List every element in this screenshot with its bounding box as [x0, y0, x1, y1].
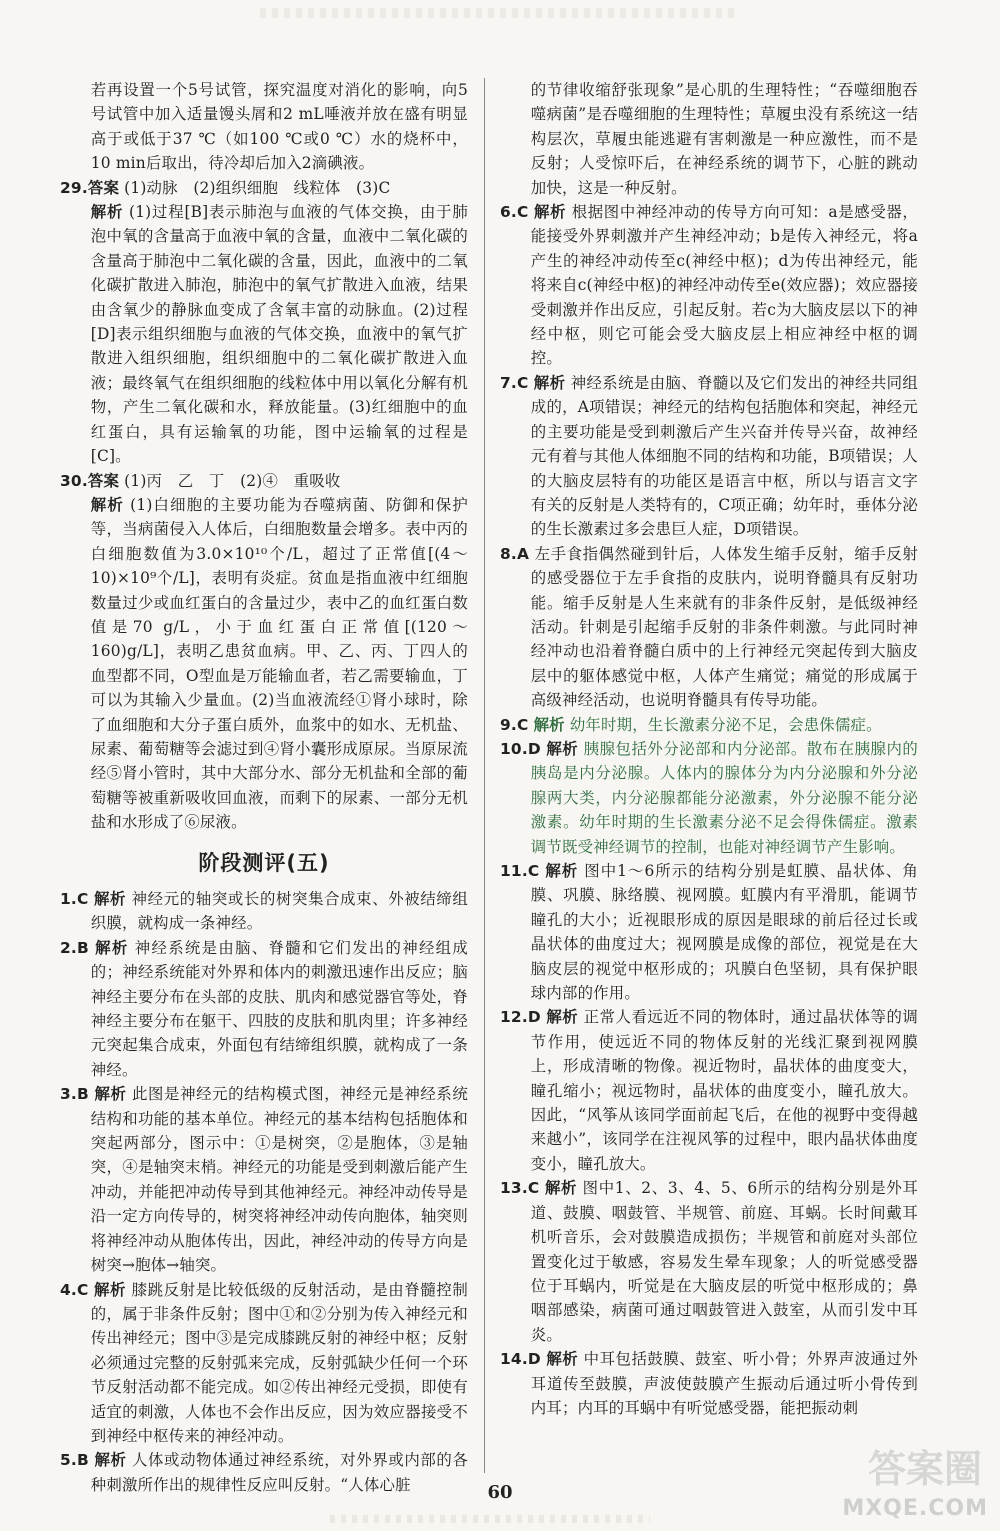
item-number: 1.	[60, 890, 77, 908]
column-divider	[484, 78, 485, 1473]
q29-analysis-text: (1)过程[B]表示肺泡与血液的气体交换，由于肺泡中氧的含量高于血液中氧的含量，血液中二氧化碳的含量高于肺泡中二氧化碳的含量，因此，血液中的二氧化碳扩散进入肺泡，肺泡中的氧气扩散进入血液，结果由含氧少的静脉血变成了含氧丰富的动脉血。(2)过程[D]表示组织细胞与血液的气体交换，血液中的氧气扩散进入组织细胞，组织细胞中的二氧化碳扩散进入血液；最终氧气在组织细胞的线粒体中用以氧化分解有机物，产生二氧化碳和水，释放能量。(3)红细胞中的血红蛋白，具有运输氧的功能，图中运输氧的过程是[C]。	[90, 203, 468, 466]
item-answer: C	[516, 203, 529, 222]
list-item	[500, 1176, 918, 1347]
item-answer: B	[76, 938, 89, 957]
item-analysis-tag: 解析	[544, 1179, 578, 1198]
right-column	[500, 78, 918, 1420]
scan-artifact-top	[260, 8, 740, 18]
item-text: 根据图中神经冲动的传导方向可知：a是感受器，能接受外界刺激并产生神经冲动；b是传入神经元，将a产生的神经冲动传至c(神经中枢)；d为传出神经元，能将来自c(神经中枢)的神经冲动传至e(效应器)；效应器接受刺激并作出反应，引起反射。若c为大脑皮层以下的神经中枢，则它可能会受大脑皮层上相应神经中枢的调控。	[530, 203, 919, 368]
list-item	[500, 737, 918, 859]
q29-number: 29.	[60, 178, 88, 197]
item-text: 左手食指偶然碰到针后，人体发生缩手反射，缩手反射的感受器位于左手食指的皮肤内，说明脊髓具有反射功能。缩手反射是人生来就有的非条件反射，是低级神经活动。针刺是引起缩手反射的非条件刺激。与此同时神经冲动也沿着脊髓白质中的上行神经元突起传到大脑皮层中的躯体感觉中枢，人体产生痛觉；痛觉的形成属于高级神经活动，也说明脊髓具有传导功能。	[530, 544, 918, 710]
item-answer: C	[76, 1280, 89, 1299]
item-number: 10.	[500, 739, 528, 758]
q29-answer-tag: 答案	[87, 178, 120, 197]
item-answer: D	[527, 739, 541, 758]
list-item	[500, 1005, 918, 1176]
item-answer: D	[527, 1008, 541, 1027]
item-answer: A	[516, 544, 530, 563]
item-analysis-tag: 解析	[533, 715, 565, 734]
item-answer: D	[527, 1350, 541, 1369]
left-intro: 若再设置一个5号试管，探究温度对消化的影响，向5号试管中加入适量馒头屑和2 mL唾液并放在盛有明显高于或低于37 ℃（如100 ℃或0 ℃）水的烧杯中，10 min后取出，待冷却后加入2滴碘液。	[90, 81, 468, 173]
list-item	[500, 713, 918, 737]
list-item	[500, 200, 918, 371]
item-analysis-tag: 解析	[95, 938, 129, 957]
section-title: 阶段测评(五)	[198, 850, 330, 875]
item-text: 幼年时期，生长激素分泌不足，会患侏儒症。	[569, 715, 882, 734]
item-text: 胰腺包括外分泌部和内分泌部。散布在胰腺内的胰岛是内分泌腺。人体内的腺体分为内分泌腺和外分泌腺两大类，内分泌腺都能分泌激素，外分泌腺不能分泌激素。幼年时期的生长激素分泌不足会得侏儒症。激素调节既受神经调节的控制，也能对神经调节产生影响。	[530, 739, 919, 856]
right-continuation: 的节律收缩舒张现象”是心肌的生理特性；“吞噬细胞吞噬病菌”是吞噬细胞的生理特性；草履虫没有系统这一结构层次，草履虫能逃避有害刺激是一种应激性，而不是反射；人受惊吓后，在神经系统的调节下，心脏的跳动加快，这是一种反射。	[530, 81, 918, 197]
item-number: 6.	[500, 203, 517, 222]
q29-analysis	[60, 200, 468, 468]
item-number: 3.	[60, 1085, 77, 1104]
item-analysis-tag: 解析	[94, 1451, 127, 1470]
list-item	[60, 1082, 468, 1277]
watermark-logo	[842, 1441, 988, 1521]
item-number: 12.	[500, 1008, 528, 1027]
item-number: 9.	[500, 715, 517, 734]
item-analysis-tag: 解析	[94, 890, 127, 908]
q30-answer: (1)丙 乙 丁 (2)④ 重吸收	[124, 471, 341, 490]
item-text: 中耳包括鼓膜、鼓室、听小骨；外界声波通过外耳道传至鼓膜，声波使鼓膜产生振动后通过听小骨传到内耳；内耳的耳蜗中有听觉感受器，能把振动刺	[530, 1350, 919, 1417]
item-text: 正常人看远近不同的物体时，通过晶状体等的调节作用，使远近不同的物体反射的光线汇聚到视网膜上，形成清晰的物像。视近物时，晶状体的曲度变大，瞳孔缩小；视远物时，晶状体的曲度变小，瞳孔放大。因此，“风筝从该同学面前起飞后，在他的视野中变得越来越小”，该同学在注视风筝的过程中，眼内晶状体曲度变小，瞳孔放大。	[530, 1008, 919, 1173]
watermark-site: MXQE.COM	[842, 1496, 988, 1521]
page-number: 60	[487, 1482, 513, 1503]
item-text: 图中1～6所示的结构分别是虹膜、晶状体、角膜、巩膜、脉络膜、视网膜。虹膜内有平滑肌，能调节瞳孔的大小；近视眼形成的原因是眼球的前后径过长或晶状体的曲度过大；视网膜是成像的部位，视觉是在大脑皮层的视觉中枢形成的；巩膜白色坚韧，具有保护眼球内部的作用。	[530, 862, 918, 1003]
list-item	[500, 1347, 918, 1420]
item-number: 14.	[500, 1350, 528, 1369]
item-analysis-tag: 解析	[94, 1085, 127, 1104]
item-text: 图中1、2、3、4、5、6所示的结构分别是外耳道、鼓膜、咽鼓管、半规管、前庭、耳蜗。长时间戴耳机听音乐，会对鼓膜造成损伤；半规管和前庭对头部位置变化过于敏感，容易发生晕车现象；人的听觉感受器位于耳蜗内，听觉是在大脑皮层的听觉中枢形成的；鼻咽部感染，病菌可通过咽鼓管进入鼓室，从而引发中耳炎。	[530, 1179, 919, 1344]
item-number: 2.	[60, 938, 77, 957]
q29-answer: (1)动脉 (2)组织细胞 线粒体 (3)C	[124, 178, 391, 197]
watermark-logo-text: 答案圈	[867, 1447, 982, 1491]
item-text: 神经系统是由脑、脊髓和它们发出的神经组成的；神经系统能对外界和体内的刺激迅速作出反应；脑神经主要分布在头部的皮肤、肌肉和感觉器官等处，脊神经主要分布在躯干、四肢的皮肤和肌肉里；许多神经元突起集合成束，外面包有结缔组织膜，就构成了一条神经。	[90, 938, 468, 1079]
item-analysis-tag: 解析	[94, 1280, 127, 1299]
q30-analysis-tag: 解析	[90, 495, 125, 514]
item-analysis-tag: 解析	[534, 203, 567, 222]
item-number: 11.	[500, 862, 528, 880]
q30-answer-line	[60, 469, 468, 493]
list-item	[60, 936, 468, 1082]
item-number: 13.	[500, 1179, 528, 1198]
list-item	[60, 1278, 468, 1449]
q29-analysis-tag: 解析	[90, 203, 124, 222]
item-number: 4.	[60, 1280, 77, 1299]
list-item	[500, 371, 918, 542]
item-answer: C	[516, 715, 529, 734]
left-column	[60, 78, 468, 1497]
item-analysis-tag: 解析	[546, 1008, 579, 1027]
item-analysis-tag: 解析	[533, 373, 566, 392]
item-answer: C	[527, 862, 540, 880]
q30-number: 30.	[60, 471, 88, 490]
item-analysis-tag: 解析	[545, 862, 579, 880]
q30-analysis-text: (1)白细胞的主要功能为吞噬病菌、防御和保护等，当病菌侵入人体后，白细胞数量会增多。表中丙的白细胞数值为3.0×10¹⁰个/L，超过了正常值[(4～10)×10⁹个/L]，表明有炎症。贫血是指血液中红细胞数量过少或血红蛋白的含量过少，表中乙的血红蛋白数值是70 g/L，小于血红蛋白正常值[(120～160)g/L]，表明乙患贫血病。甲、乙、丙、丁四人的血型都不同，O型血是万能输血者，若乙需要输血，丁可以为其输入少量血。(2)当血液流经①肾小球时，除了血细胞和大分子蛋白质外，血浆中的如水、无机盐、尿素、葡萄糖等会滤过到④肾小囊形成原尿。当原尿流经⑤肾小管时，其中大部分水、部分无机盐和全部的葡萄糖等被重新吸收回血液，而剩下的尿素、一部分无机盐和水形成了⑥尿液。	[90, 495, 469, 832]
item-text: 此图是神经元的结构模式图，神经元是神经系统结构和功能的基本单位。神经元的基本结构包括胞体和突起两部分，图示中：①是树突，②是胞体，③是轴突，④是轴突末梢。神经元的功能是受到刺激后能产生冲动，并能把冲动传导到其他神经元。神经冲动传导是沿一定方向传导的，树突将神经冲动传向胞体，轴突则将神经冲动从胞体传出，因此，神经冲动的传导方向是树突→胞体→轴突。	[90, 1085, 469, 1275]
item-text: 神经元的轴突或长的树突集合成束、外被结缔组织膜，就构成一条神经。	[90, 890, 469, 933]
item-analysis-tag: 解析	[546, 739, 579, 758]
item-number: 8.	[500, 544, 517, 563]
list-item	[60, 887, 468, 936]
scan-artifact-bottom	[330, 1515, 650, 1523]
item-text: 神经系统是由脑、脊髓以及它们发出的神经共同组成的，A项错误；神经元的结构包括胞体和突起，神经元的主要功能是受到刺激后产生兴奋并传导兴奋，故神经元有着与其他人体细胞不同的结构和功能，B项错误；人的大脑皮层特有的功能区是语言中枢，所以与语言文字有关的反射是人类特有的，C项正确；幼年时，垂体分泌的生长激素过多会患巨人症，D项错误。	[530, 373, 919, 539]
list-item	[500, 859, 918, 1005]
item-answer: C	[76, 890, 89, 908]
q29-answer-line	[60, 176, 468, 200]
item-number: 7.	[500, 373, 517, 392]
item-answer: B	[76, 1451, 89, 1470]
item-text: 膝跳反射是比较低级的反射活动，是由脊髓控制的，属于非条件反射；图中①和②分别为传入神经元和传出神经元；图中③是完成膝跳反射的神经中枢；反射必须通过完整的反射弧来完成，反射弧缺少任何一个环节反射活动都不能完成。如②传出神经元受损，即使有适宜的刺激，人体也不会作出反应，因为效应器接受不到神经中枢传来的神经冲动。	[90, 1280, 469, 1445]
item-answer: C	[516, 373, 529, 392]
item-answer: C	[527, 1179, 540, 1198]
item-number: 5.	[60, 1451, 77, 1470]
q30-answer-tag: 答案	[87, 471, 120, 490]
item-answer: B	[76, 1085, 89, 1104]
item-analysis-tag: 解析	[546, 1350, 579, 1369]
item-text: 人体或动物体通过神经系统，对外界或内部的各种刺激所作出的规律性反应叫反射。“人体心脏	[90, 1451, 469, 1494]
q30-analysis	[60, 493, 468, 835]
list-item	[500, 542, 918, 713]
